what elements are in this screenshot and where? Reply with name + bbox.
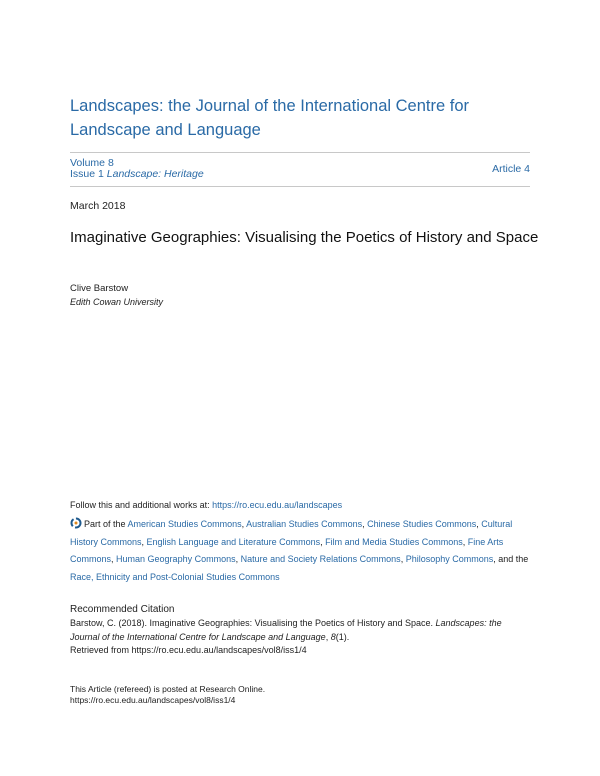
citation-sep: , <box>325 631 331 642</box>
separator: , <box>476 519 482 529</box>
commons-link[interactable]: Human Geography Commons <box>116 554 236 564</box>
article-title: Imaginative Geographies: Visualising the Poetics of History and Space <box>70 229 539 246</box>
separator: , <box>462 536 468 547</box>
volume-link[interactable]: Volume 8 <box>70 157 114 169</box>
issue-theme: Landscape: Heritage <box>106 168 204 180</box>
journal-title-link[interactable]: Landscapes: the Journal of the International Centre for Landscape and Language <box>70 97 470 139</box>
follow-line <box>70 499 342 511</box>
citation-text <box>70 617 532 658</box>
part-of-prefix: Part of the <box>84 519 128 529</box>
article-number-link[interactable]: Article 4 <box>492 163 530 175</box>
footer-url: https://ro.ecu.edu.au/landscapes/vol8/iss1/4 <box>70 695 236 705</box>
separator: , <box>141 536 147 547</box>
follow-prefix: Follow this and additional works at: <box>70 500 213 510</box>
citation-part1: Barstow, C. (2018). Imaginative Geographies: Visualising the Poetics of History and Space. <box>70 618 436 628</box>
commons-link[interactable]: Chinese Studies Commons <box>367 519 477 529</box>
footer-note: This Article (refereed) is posted at Research Online. <box>70 684 266 694</box>
commons-link[interactable]: Fine Arts Commons <box>70 536 504 564</box>
and-the: , and the <box>493 554 529 564</box>
separator: , <box>235 554 241 564</box>
separator: , <box>111 554 117 564</box>
issue-link[interactable] <box>70 168 204 180</box>
commons-link[interactable]: Philosophy Commons <box>405 554 494 564</box>
citation-retrieved: Retrieved from https://ro.ecu.edu.au/landscapes/vol8/iss1/4 <box>70 645 307 655</box>
commons-link[interactable]: American Studies Commons <box>127 519 242 529</box>
separator: , <box>400 554 406 564</box>
commons-link[interactable]: Film and Media Studies Commons <box>325 536 463 547</box>
separator: , <box>362 519 368 529</box>
citation-issue: (1). <box>335 631 350 642</box>
divider-top <box>70 152 530 153</box>
issue-label: Issue 1 <box>70 168 104 180</box>
author-name: Clive Barstow <box>70 283 129 294</box>
author-affiliation: Edith Cowan University <box>70 297 164 307</box>
part-of-commons <box>70 516 532 586</box>
divider-bottom <box>70 186 530 187</box>
commons-link[interactable]: English Language and Literature Commons <box>146 536 321 547</box>
commons-link[interactable]: Nature and Society Relations Commons <box>240 554 401 564</box>
follow-url-link[interactable]: https://ro.ecu.edu.au/landscapes <box>212 500 343 510</box>
commons-link[interactable]: Cultural History Commons <box>70 519 513 547</box>
separator: , <box>241 519 247 529</box>
citation-heading: Recommended Citation <box>70 604 175 615</box>
citation-journal: Landscapes: the Journal of the International Centre for Landscape and Language <box>70 618 502 642</box>
commons-link[interactable]: Race, Ethnicity and Post-Colonial Studies Commons <box>70 571 280 582</box>
publication-date: March 2018 <box>70 200 126 212</box>
bepress-network-icon <box>70 517 82 529</box>
separator: , <box>320 536 326 547</box>
commons-link[interactable]: Australian Studies Commons <box>246 519 363 529</box>
citation-volume: 8 <box>330 631 336 642</box>
